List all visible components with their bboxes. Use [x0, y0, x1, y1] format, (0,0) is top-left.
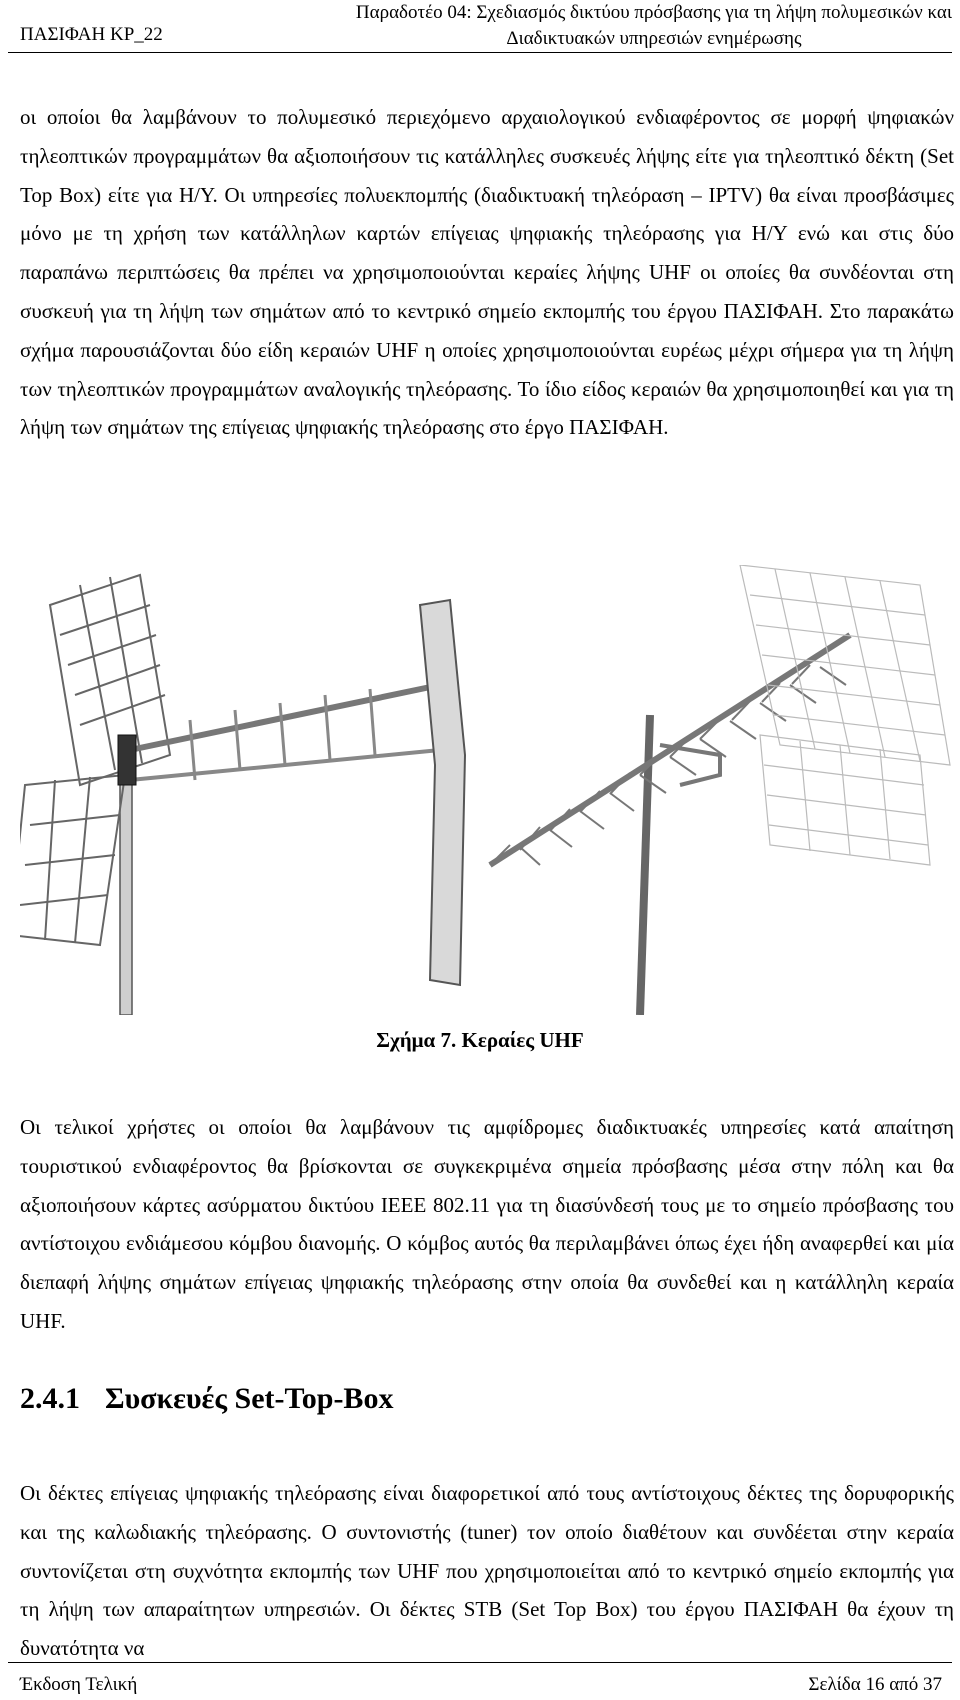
header-project-code: ΠΑΣΙΦΑΗ ΚΡ_22	[20, 24, 163, 45]
header-rule	[8, 52, 952, 53]
body-paragraph-1: οι οποίοι θα λαμβάνουν το πολυμεσικό περιεχόμενο αρχαιολογικού ενδιαφέροντος σε μορφή ψηφιακών τηλεοπτικών προγραμμάτων θα αξιοποιήσουν τις κατάλληλες συσκευές λήψης είτε για τηλεοπτικό δέκτη (Set Top Box) είτε για Η/Υ. Οι υπηρεσίες πολυεκπομπής (διαδικτυακή τηλεόραση – IPTV) θα είναι προσβάσιμες μόνο με τη χρήση των κατάλληλων καρτών επίγειας ψηφιακής τηλεόρασης για Η/Υ ενώ και στις δύο παραπάνω περιπτώσεις θα πρέπει να χρησιμοποιούνται κεραίες λήψης UHF οι οποίες θα συνδέονται στη συσκευή για τη λήψη των σημάτων από το κεντρικό σημείο εκπομπής του έργου ΠΑΣΙΦΑΗ. Στο παρακάτω σχήμα παρουσιάζονται δύο είδη κεραιών UHF η οποίες χρησιμοποιούνται ευρέως μέχρι σήμερα για τη λήψη των τηλεοπτικών προγραμμάτων αναλογικής τηλεόρασης. Το ίδιο είδος κεραιών θα χρησιμοποιηθεί και για τη λήψη των σημάτων της επίγειας ψηφιακής τηλεόρασης στο έργο ΠΑΣΙΦΑΗ.	[20, 105, 954, 440]
right-antenna	[490, 565, 950, 1015]
page-header	[0, 0, 960, 56]
uhf-antennas-illustration	[20, 565, 954, 1015]
section-heading	[20, 1382, 393, 1416]
section-title: Συσκευές Set-Top-Box	[105, 1382, 394, 1415]
header-title-line-2: Διαδικτυακών υπηρεσιών ενημέρωσης	[506, 28, 802, 49]
body-paragraph-3: Οι δέκτες επίγειας ψηφιακής τηλεόρασης είναι διαφορετικοί από τους αντίστοιχους δέκτες της δορυφορικής και της καλωδιακής τηλεόρασης. Ο συντονιστής (tuner) τον οποίο διαθέτουν και συνδέεται στην κεραία συντονίζεται στη συχνότητα εκπομπής των UHF που χρησιμοποιείται από το κεντρικό σημείο εκπομπής για τη λήψη των απαραίτητων υπηρεσιών. Οι δέκτες STB (Set Top Box) του έργου ΠΑΣΙΦΑΗ θα έχουν τη δυνατότητα να	[20, 1481, 954, 1661]
left-antenna	[20, 575, 465, 1015]
footer-rule	[8, 1662, 952, 1663]
header-title-line-1: Παραδοτέο 04: Σχεδιασμός δικτύου πρόσβασης για τη λήψη πολυμεσικών και	[355, 2, 952, 23]
uhf-antennas-figure	[20, 565, 954, 1015]
body-paragraph-2: Οι τελικοί χρήστες οι οποίοι θα λαμβάνουν τις αμφίδρομες διαδικτυακές υπηρεσίες κατά απαίτηση τουριστικού ενδιαφέροντος θα βρίσκονται σε συγκεκριμένα σημεία πρόσβασης μέσα στην πόλη και θα αξιοποιήσουν κάρτες ασύρματου δικτύου IEEE 802.11 για τη διασύνδεσή τους με το σημείο πρόσβασης του αντίστοιχου ενδιάμεσου κόμβου διανομής. Ο κόμβος αυτός θα περιλαμβάνει όπως έχει ήδη αναφερθεί και μία διεπαφή λήψης σημάτων επίγειας ψηφιακής τηλεόρασης στην οποία θα συνδεθεί και η κατάλληλη κεραία UHF.	[20, 1115, 954, 1333]
section-number: 2.4.1	[20, 1382, 80, 1415]
figure-caption: Σχήμα 7. Κεραίες UHF	[376, 1028, 584, 1052]
footer-page-number: Σελίδα 16 από 37	[808, 1674, 942, 1695]
footer-version: Έκδοση Τελική	[20, 1674, 138, 1695]
header-deliverable-title	[356, 0, 952, 52]
page-footer	[0, 1660, 960, 1700]
